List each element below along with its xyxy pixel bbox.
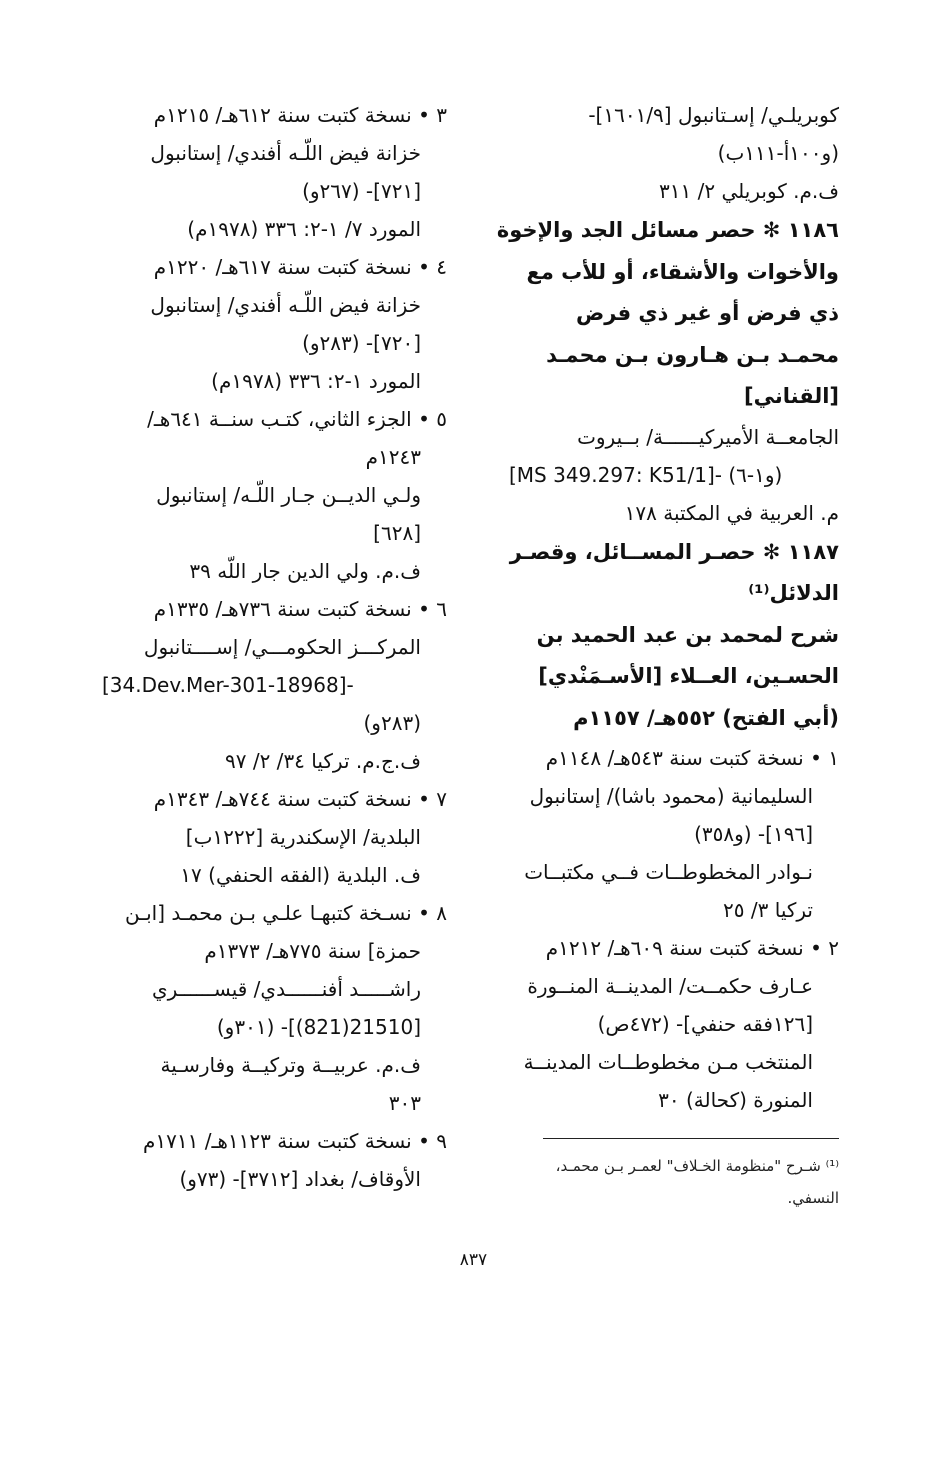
left-column-line: ٥ • الجزء الثاني، كتـب سنــة ٦٤١هـ/	[147, 407, 447, 431]
right-column-line: نـوادر المخطوطــات فــي مكتبــات	[524, 860, 813, 884]
right-column-line: ف.م. كوبريلي ٢/ ٣١١	[659, 179, 839, 203]
right-column-line: ١١٨٦ ✻ حصر مسائل الجد والإخوة	[496, 218, 839, 242]
left-column-line: [٧٢٠]- (٢٨٣و)	[302, 331, 421, 355]
right-column-line: كوبريلـي/ إسـتانبول [١٦٠١/٩]-	[588, 103, 839, 127]
right-column-line: والأخوات والأشقاء، أو للأب مع	[526, 259, 839, 284]
left-column-line: ٨ • نسـخة كتبهـا علـي بـن محمـد [ابـن	[125, 901, 447, 925]
right-column-line: (أبي الفتح) ٥٥٢هـ/ ١١٥٧م	[573, 705, 839, 730]
footnote-divider	[543, 1138, 839, 1139]
left-column-line: خزانة فيض اللّـه أفندي/ إستانبول	[150, 293, 421, 317]
left-column-line: [٦٢٨]	[373, 521, 421, 545]
left-column-line: المركـــز الحكومـــي/ إســــتانبول	[143, 635, 421, 659]
right-column-line: [MS 349.297: K51/1]- (و١-٦)	[509, 462, 783, 487]
right-column-line: م. العربية في المكتبة ١٧٨	[624, 500, 839, 525]
left-column-line: خزانة فيض اللّـه أفندي/ إستانبول	[150, 141, 421, 165]
left-column-line: المورد ٧/ ١-٢: ٣٣٦ (١٩٧٨م)	[187, 217, 421, 241]
right-column-line: شرح لمحمد بن عبد الحميد بن	[536, 622, 839, 647]
left-column-line: ١٢٤٣م	[365, 445, 421, 469]
right-column-line: ذي فرض أو غير ذي فرض	[576, 301, 839, 325]
left-column-line: حمزة] سنة ٧٧٥هـ/ ١٣٧٣م	[204, 939, 421, 963]
left-column-line: (٢٨٣و)	[363, 711, 421, 735]
right-column-line: السليمانية (محمود باشا)/ إستانبول	[529, 784, 813, 808]
right-column-line: الدلائل⁽¹⁾	[748, 581, 839, 605]
left-column	[102, 96, 447, 1198]
left-column-line: ف.م. عربيــة وتركيــة وفارسـية	[160, 1053, 421, 1077]
right-column-line: [١٩٦]- (و٣٥٨)	[694, 822, 813, 846]
right-column-line: المنورة (كحالة) ٣٠	[658, 1088, 813, 1112]
left-column-line: المورد ١-٢: ٣٣٦ (١٩٧٨م)	[211, 369, 421, 393]
left-column-line: ٩ • نسخة كتبت سنة ١١٢٣هـ/ ١٧١١م	[143, 1129, 447, 1153]
left-column-line: ٧ • نسخة كتبت سنة ٧٤٤هـ/ ١٣٤٣م	[153, 787, 447, 811]
right-column-line: [١٢٦فقه حنفي]- (٤٧٢ص)	[597, 1012, 813, 1036]
right-column-line: محمـد بـن هـارون بـن محمـد	[546, 342, 839, 367]
left-column-line: ولـي الديــن جـار اللّـه/ إستانبول	[156, 483, 421, 507]
left-column-line: [٧٢١]- (٢٦٧و)	[302, 179, 421, 203]
right-column-line: تركيا ٣/ ٢٥	[723, 898, 813, 922]
page-number: ٨٣٧	[459, 1250, 488, 1270]
right-column-line: ١١٨٧ ✻ حصـر المســائل، وقصـر	[509, 539, 839, 564]
footnote-line-1: ⁽¹⁾ شـرح "منظومة الخـلاف" لعمـر بـن محمـد،	[555, 1157, 839, 1175]
left-column-line: ٤ • نسخة كتبت سنة ٦١٧هـ/ ١٢٢٠م	[153, 255, 447, 279]
left-column-line: [21510(821)]- (٣٠١و)	[216, 1015, 421, 1039]
left-column-line: راشـــــد أفنــــــدي/ قيســــــري	[152, 977, 421, 1001]
right-column-line: الجامعــة الأميركيــــــة/ بــيروت	[577, 424, 839, 449]
left-column-line: [34.Dev.Mer-301-18968]-	[102, 673, 354, 697]
left-column-line: ٦ • نسخة كتبت سنة ٧٣٦هـ/ ١٣٣٥م	[153, 597, 447, 621]
left-column-line: البلدية/ الإسكندرية [١٢٢٢ب]	[185, 825, 421, 849]
right-column-line: (و١٠٠أ-١١١ب)	[717, 141, 839, 165]
left-column-line: ف. البلدية (الفقه الحنفي) ١٧	[180, 863, 421, 887]
left-column-line: ف.ج.م. تركيا ٣٤/ ٢/ ٩٧	[224, 749, 421, 773]
right-column	[496, 96, 839, 1119]
right-column-line: المنتخب مـن مخطوطــات المدينــة	[523, 1050, 813, 1074]
left-column-line: ٣ • نسخة كتبت سنة ٦١٢هـ/ ١٢١٥م	[153, 103, 447, 127]
right-column-line: ١ • نسخة كتبت سنة ٥٤٣هـ/ ١١٤٨م	[545, 746, 839, 770]
footnote	[509, 1150, 839, 1214]
right-column-line: عـارف حكمــت/ المدينــة المنــورة	[527, 974, 813, 998]
left-column-line: ٣٠٣	[388, 1091, 421, 1115]
right-column-line: الحسـين، العــلاء [الأسـمَنْدي]	[538, 664, 839, 688]
left-column-line: الأوقاف/ بغداد [٣٧١٢]- (٧٣و)	[179, 1167, 421, 1191]
right-column-line: [القناني]	[744, 384, 839, 408]
left-column-line: ف.م. ولي الدين جار اللّه ٣٩	[189, 559, 421, 583]
right-column-line: ٢ • نسخة كتبت سنة ٦٠٩هـ/ ١٢١٢م	[545, 936, 839, 960]
footnote-line-2: النسفي.	[787, 1189, 839, 1207]
